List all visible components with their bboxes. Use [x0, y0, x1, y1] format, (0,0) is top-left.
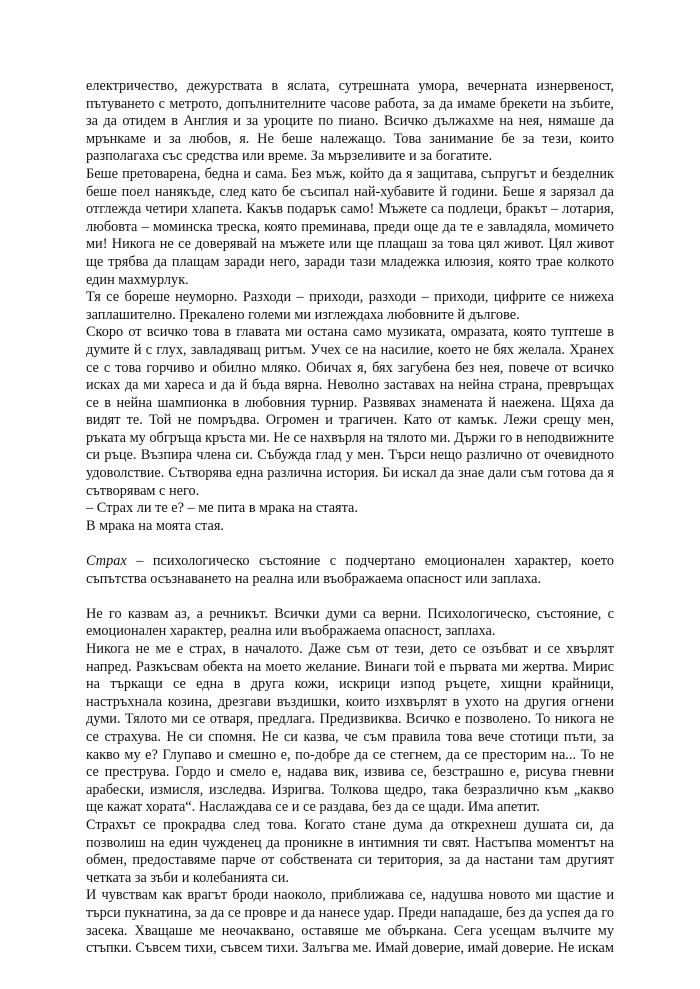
- definition-term: Страх: [86, 553, 127, 570]
- paragraph-8: Не го казвам аз, а речникът. Всички думи са верни. Психологическо, състояние, с емоционален характер, реална или въображаема опасност, заплаха.: [86, 605, 614, 640]
- paragraph-6: В мрака на моята стая.: [86, 517, 224, 534]
- definition-paragraph: [86, 553, 614, 588]
- definition-text: – психологическо състояние с подчертано емоционален характер, което съпътства осъзнаването на реална или въображаема опасност или заплаха.: [86, 553, 614, 587]
- paragraph-11: И чувствам как врагът броди наоколо, приближава се, надушва новото ми щастие и търси пукнатина, за да се провре и да нанесе удар. Преди нападаше, без да успея да го засека. Хващаше ме неочаквано, оставяше ме объркана. Сега усещам вълчите му стъпки. Съвсем тихи, съвсем тихи. Залъгва ме. Имай доверие, имай доверие. Не искам: [86, 887, 614, 957]
- paragraph-1: електричество, дежурствата в яслата, сутрешната умора, вечерната изнервеност, пътуването с метрото, допълнителните часове работа, за да имаме брекети на зъбите, за да отидем в Англия и за уроците по пиано. Всичко дължахме на нея, нямаше да мрънкаме и за любов, я. Не беше належащо. Това занимание бе за тези, които разполагаха със средства или време. За мързеливите и за богатите.: [86, 78, 614, 165]
- document-body: [86, 78, 614, 958]
- dialogue-line: – Страх ли те е? – ме пита в мрака на стаята.: [86, 500, 358, 517]
- paragraph-10: Страхът се прокрадва след това. Когато стане дума да открехнеш душата си, да позволиш на един чужденец да проникне в интимния ти свят. Настъпва моментът на обмен, предоставяме парче от собствената си територия, за да настани там другият четката за зъби и колебанията си.: [86, 816, 614, 886]
- paragraph-3: Тя се бореше неуморно. Разходи – приходи, разходи – приходи, цифрите се нижеха заплашително. Прекалено големи ми изглеждаха любовните й дългове.: [86, 289, 614, 323]
- paragraph-9: Никога не ме е страх, в началото. Даже съм от тези, дето се озъбват и се хвърлят напред. Разкъсвам обекта на моето желание. Винаги той е първата ми жертва. Мирис на търкащи се една в друга кожи, искрици изпод ръцете, хищни крайници, настръхнала козина, дрезгави въздишки, които изхвърлят в ухото на другия огнени думи. Тялото ми се отваря, предлага. Предизвиква. Всичко е позволено. То никога не се страхува. Не си спомня. Не си казва, че съм правила това вече стотици пъти, за какво му е? Глупаво и смешно е, по-добре да се стегнем, да се престорим на... То не се преструва. Гордо и смело е, надава вик, извива се, безстрашно е, рисува гневни арабески, измисля, изследва. Изригва. Толкова щедро, така безразлично към „какво ще кажат хората“. Наслаждава се и се раздава, без да се щади. Има апетит.: [86, 641, 614, 816]
- paragraph-4: Скоро от всичко това в главата ми остана само музиката, омразата, която туптеше в думите й с глух, завладяващ ритъм. Учех се на насилие, което не бях желала. Хранех се с това горчиво и обилно мляко. Обичах я, бях загубена без нея, повече от всичко исках да ми хареса и да й бъда вярна. Неволно заставах на нейна страна, превръщах се в нейна шампионка в любовния турнир. Развявах знамената й наежена. Щяха да видят те. Той не помръдва. Огромен и трагичен. Като от камък. Лежи срещу мен, ръката му обгръща кръста ми. Не се нахвърля на тялото ми. Държи го в неподвижните си ръце. Възпира члена си. Събужда глад у мен. Търси нещо различно от очевидното удоволствие. Сътворява една различна история. Би искал да знае дали съм готова да я сътворявам с него.: [86, 324, 614, 499]
- paragraph-2: Беше претоварена, бедна и сама. Без мъж, който да я защитава, съпругът и безделник беше поел нанякъде, след като бе съсипал най-хубавите й години. Беше я зарязал да отглежда четири хлапета. Какъв подарък само! Мъжете са подлеци, бракът – лотария, любовта – моминска треска, която преминава, преди още да те е завладяла, момичето ми! Никога не се доверявай на мъжете или ще плащаш за това цял живот. Цял живот ще трябва да плащам заради него, заради тази младежка илюзия, която трае колкото един махмурлук.: [86, 165, 614, 288]
